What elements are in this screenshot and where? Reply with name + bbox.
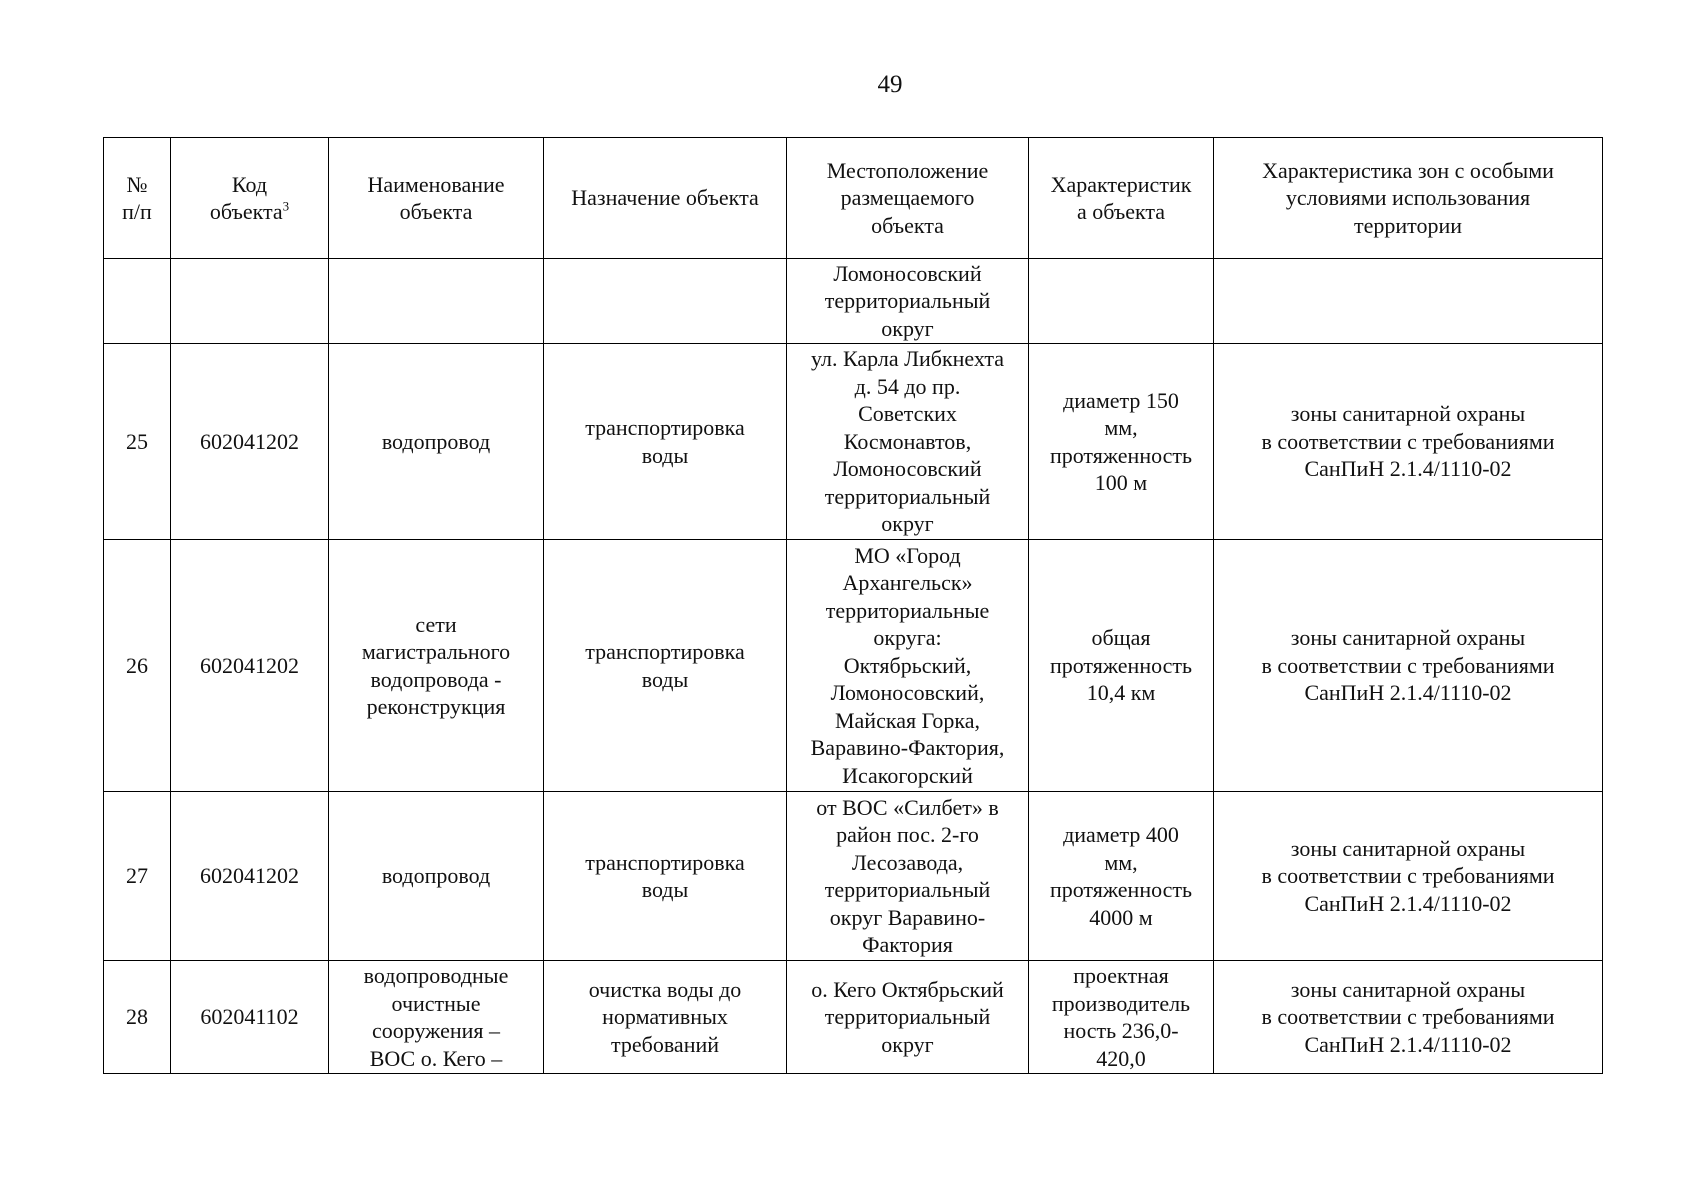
cell-location: от ВОС «Силбет» в район пос. 2-го Лесозавода, территориальный округ Варавино- Фактория	[787, 792, 1029, 961]
cell-zones: зоны санитарной охраны в соответствии с требованиями СанПиН 2.1.4/1110-02	[1214, 961, 1603, 1074]
cell-name: водопровод	[329, 792, 544, 961]
cell-zones: зоны санитарной охраны в соответствии с требованиями СанПиН 2.1.4/1110-02	[1214, 344, 1603, 540]
header-location: Местоположение размещаемого объекта	[787, 138, 1029, 259]
cell-characteristics: проектная производитель ность 236,0- 420,0	[1029, 961, 1214, 1074]
cell-num: 25	[104, 344, 171, 540]
table-row	[104, 792, 1603, 961]
cell-location: ул. Карла Либкнехта д. 54 до пр. Советских Космонавтов, Ломоносовский территориальный округ	[787, 344, 1029, 540]
page-number: 49	[877, 71, 903, 98]
header-zones: Характеристика зон с особыми условиями использования территории	[1214, 138, 1603, 259]
cell-zones	[1214, 259, 1603, 344]
cell-location: Ломоносовский территориальный округ	[787, 259, 1029, 344]
cell-num: 27	[104, 792, 171, 961]
header-code	[171, 138, 329, 259]
header-code-label: Код объекта	[209, 171, 283, 224]
cell-purpose: очистка воды до нормативных требований	[544, 961, 787, 1074]
cell-location: о. Кего Октябрьский территориальный округ	[787, 961, 1029, 1074]
cell-code: 602041202	[171, 540, 329, 792]
cell-characteristics	[1029, 259, 1214, 344]
cell-location: МО «Город Архангельск» территориальные округа: Октябрьский, Ломоносовский, Майская Горка, Варавино-Фактория, Исакогорский	[787, 540, 1029, 792]
cell-name: водопровод	[329, 344, 544, 540]
footnote-mark: 3	[282, 198, 290, 214]
header-purpose: Назначение объекта	[544, 138, 787, 259]
cell-purpose	[544, 259, 787, 344]
cell-num: 26	[104, 540, 171, 792]
cell-num	[104, 259, 171, 344]
cell-characteristics: общая протяженность 10,4 км	[1029, 540, 1214, 792]
cell-code: 602041202	[171, 792, 329, 961]
cell-purpose: транспортировка воды	[544, 792, 787, 961]
table-header-row	[104, 138, 1603, 259]
header-num: № п/п	[104, 138, 171, 259]
cell-zones: зоны санитарной охраны в соответствии с требованиями СанПиН 2.1.4/1110-02	[1214, 792, 1603, 961]
cell-name: водопроводные очистные сооружения – ВОС о. Кего –	[329, 961, 544, 1074]
cell-characteristics: диаметр 150 мм, протяженность 100 м	[1029, 344, 1214, 540]
cell-purpose: транспортировка воды	[544, 540, 787, 792]
table-row	[104, 540, 1603, 792]
cell-name	[329, 259, 544, 344]
table-row	[104, 259, 1603, 344]
cell-characteristics: диаметр 400 мм, протяженность 4000 м	[1029, 792, 1214, 961]
cell-code: 602041202	[171, 344, 329, 540]
table-row	[104, 344, 1603, 540]
cell-code: 602041102	[171, 961, 329, 1074]
cell-num: 28	[104, 961, 171, 1074]
cell-purpose: транспортировка воды	[544, 344, 787, 540]
cell-code	[171, 259, 329, 344]
cell-zones: зоны санитарной охраны в соответствии с требованиями СанПиН 2.1.4/1110-02	[1214, 540, 1603, 792]
table-row	[104, 961, 1603, 1074]
header-characteristics: Характеристик а объекта	[1029, 138, 1214, 259]
header-name: Наименование объекта	[329, 138, 544, 259]
objects-table	[103, 137, 1603, 1074]
cell-name: сети магистрального водопровода - реконструкция	[329, 540, 544, 792]
